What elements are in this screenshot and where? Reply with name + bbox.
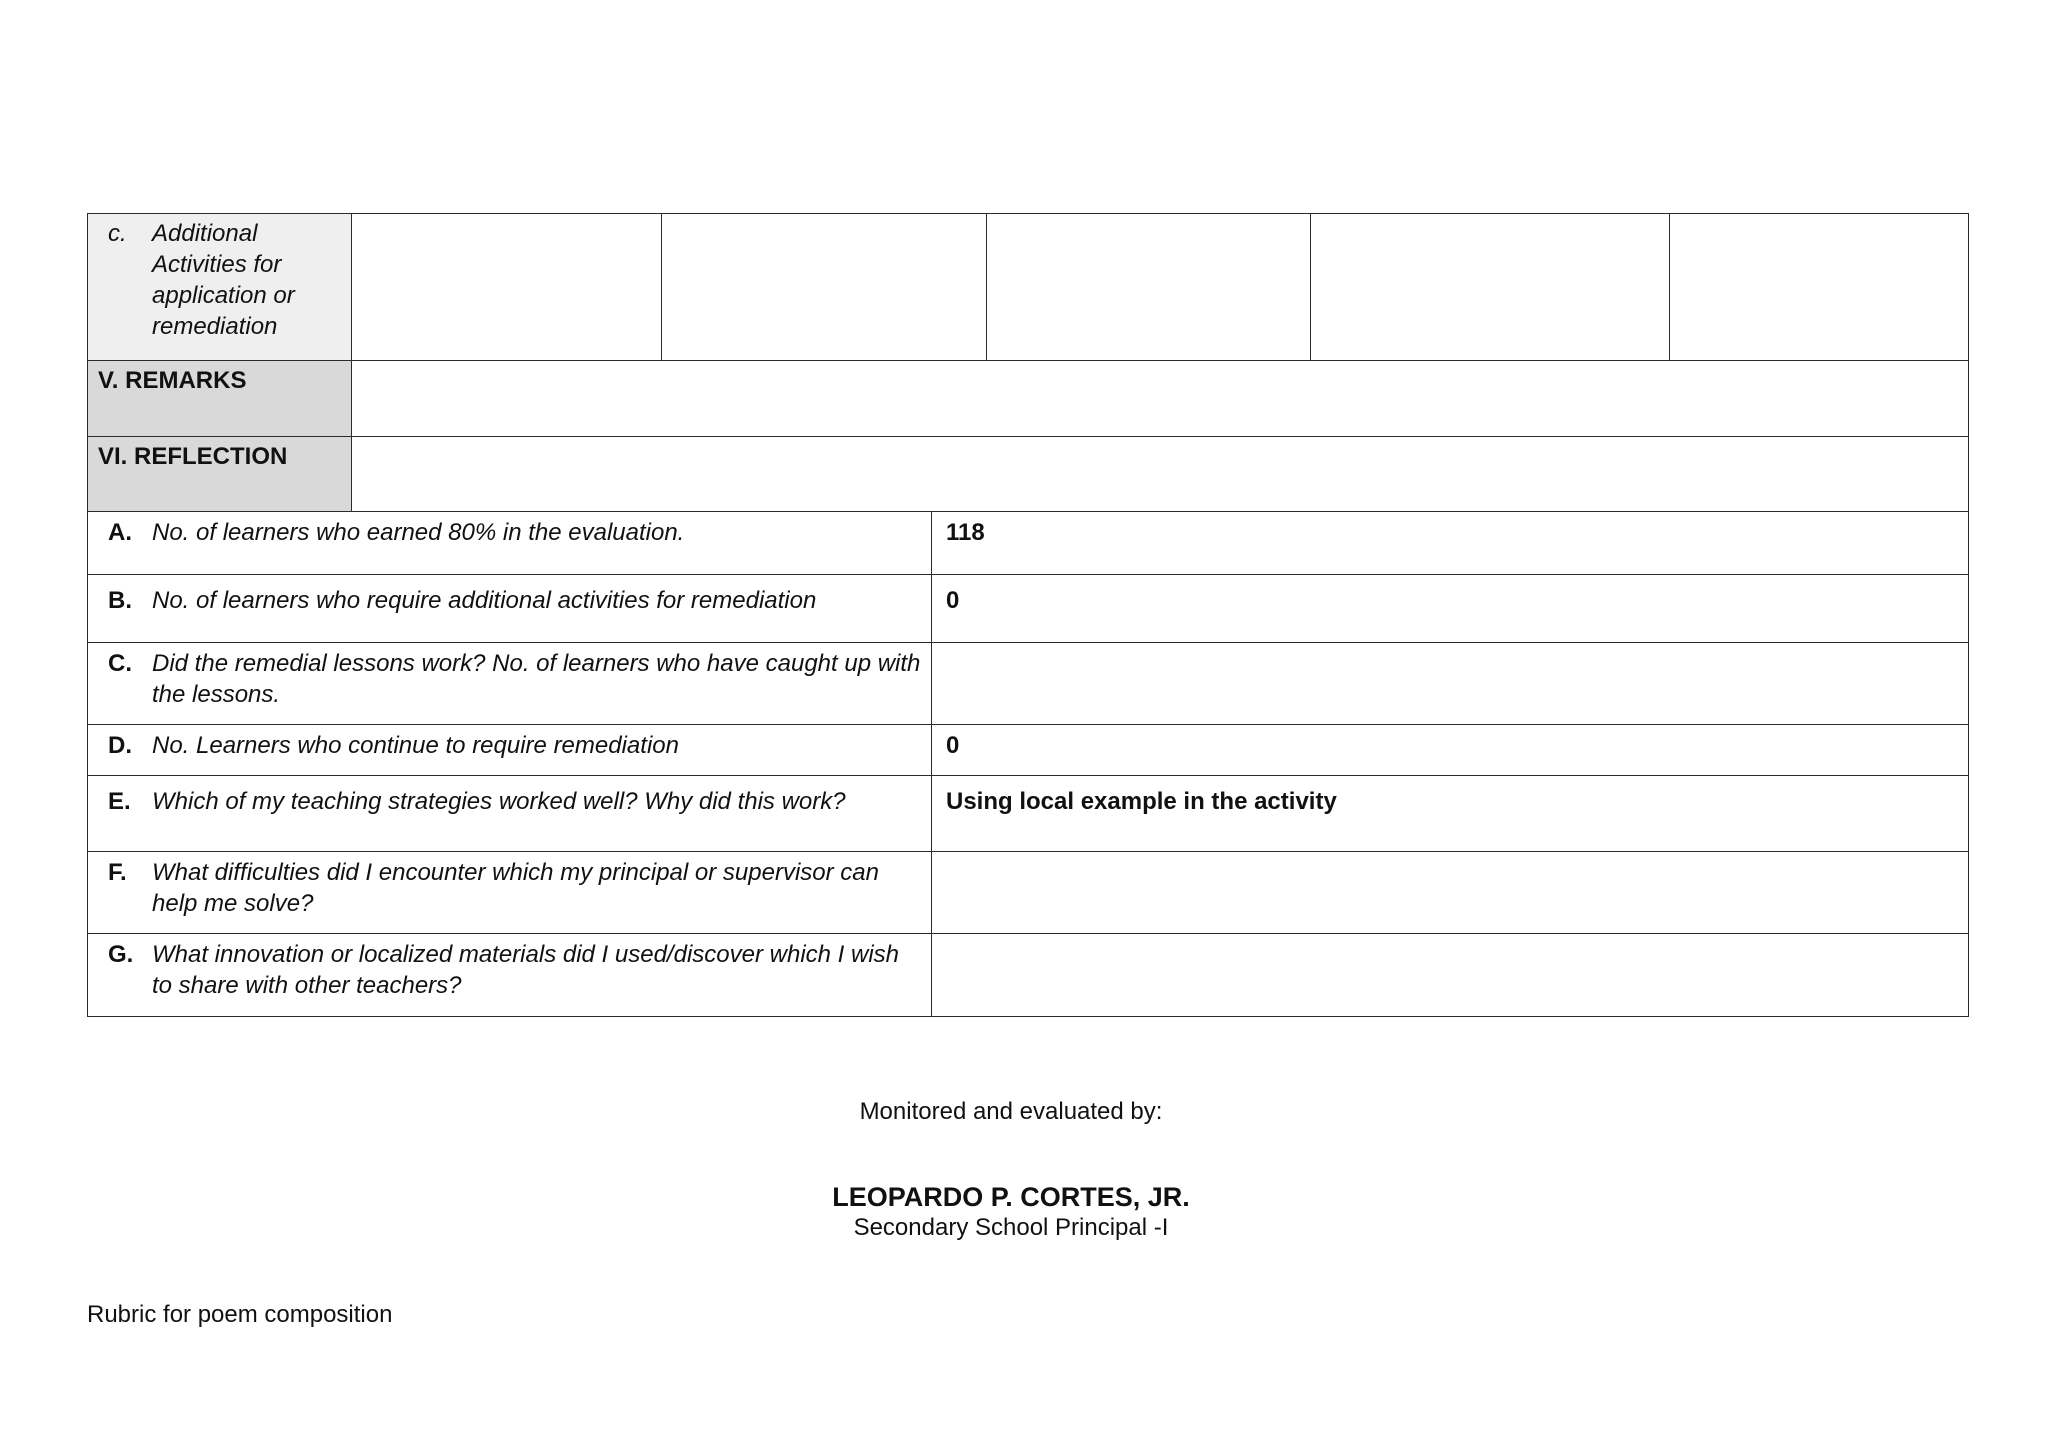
reflection-question-cell <box>88 725 932 776</box>
reflection-answer-cell <box>932 852 1969 934</box>
reflection-question-cell <box>88 776 932 852</box>
additional-activities-cell <box>88 214 352 361</box>
reflection-question-cell <box>88 934 932 1017</box>
item-question: No. Learners who continue to require remediation <box>152 732 679 759</box>
reflection-item-row <box>88 776 1969 852</box>
remarks-value-cell <box>352 361 1969 437</box>
rubric-note: Rubric for poem composition <box>87 1301 393 1328</box>
item-question: No. of learners who require additional activities for remediation <box>152 587 817 614</box>
item-answer <box>932 852 1968 857</box>
item-letter: A. <box>108 519 132 546</box>
reflection-item-row <box>88 725 1969 776</box>
reflection-item-row <box>88 934 1969 1017</box>
reflection-answer-cell <box>932 776 1969 852</box>
item-answer <box>932 934 1968 939</box>
reflection-answer-cell <box>932 934 1969 1017</box>
item-answer: 118 <box>946 519 985 546</box>
signature-caption: Monitored and evaluated by: <box>859 1098 1163 1125</box>
item-question: What difficulties did I encounter which my principal or supervisor can help me solve? <box>152 859 879 917</box>
item-answer: 0 <box>946 732 960 759</box>
item-letter: E. <box>108 788 131 815</box>
reflection-value-cell <box>352 437 1969 512</box>
item-question: Which of my teaching strategies worked well? Why did this work? <box>152 788 846 815</box>
reflection-question-cell <box>88 512 932 575</box>
day-cell-3 <box>987 214 1311 361</box>
item-question: Did the remedial lessons work? No. of learners who have caught up with the lessons. <box>152 650 921 708</box>
reflection-item-row <box>88 852 1969 934</box>
reflection-heading-cell <box>88 437 352 512</box>
item-question: What innovation or localized materials did I used/discover which I wish to share with other teachers? <box>152 941 900 999</box>
reflection-question-cell <box>88 852 932 934</box>
item-letter: C. <box>108 650 132 677</box>
item-answer: 0 <box>946 587 960 614</box>
reflection-answer-cell <box>932 512 1969 575</box>
item-letter: F. <box>108 859 127 886</box>
reflection-heading: VI. REFLECTION <box>98 443 288 470</box>
reflection-item-row <box>88 512 1969 575</box>
reflection-item-row <box>88 643 1969 725</box>
reflection-answer-cell <box>932 725 1969 776</box>
additional-activities-row <box>88 214 1969 361</box>
item-letter: G. <box>108 941 134 968</box>
item-question: No. of learners who earned 80% in the evaluation. <box>152 519 685 546</box>
reflection-question-cell <box>88 643 932 725</box>
item-letter: B. <box>108 587 132 614</box>
reflection-answer-cell <box>932 643 1969 725</box>
remarks-heading: V. REMARKS <box>98 367 247 394</box>
day-cell-4 <box>1311 214 1670 361</box>
additional-activities-label: Additional Activities for application or remediation <box>152 220 295 340</box>
item-letter: D. <box>108 732 132 759</box>
reflection-question-cell <box>88 575 932 643</box>
signatory-position: Secondary School Principal -I <box>853 1214 1169 1241</box>
item-answer <box>932 643 1968 648</box>
item-marker: c. <box>108 220 127 247</box>
day-cell-5 <box>1670 214 1969 361</box>
item-answer: Using local example in the activity <box>946 788 1337 815</box>
day-cell-1 <box>352 214 662 361</box>
reflection-item-row <box>88 575 1969 643</box>
day-cell-2 <box>662 214 987 361</box>
lesson-log-table <box>87 213 1969 1017</box>
remarks-row <box>88 361 1969 437</box>
reflection-row <box>88 437 1969 512</box>
signatory-name: LEOPARDO P. CORTES, JR. <box>832 1182 1190 1212</box>
remarks-heading-cell <box>88 361 352 437</box>
reflection-answer-cell <box>932 575 1969 643</box>
